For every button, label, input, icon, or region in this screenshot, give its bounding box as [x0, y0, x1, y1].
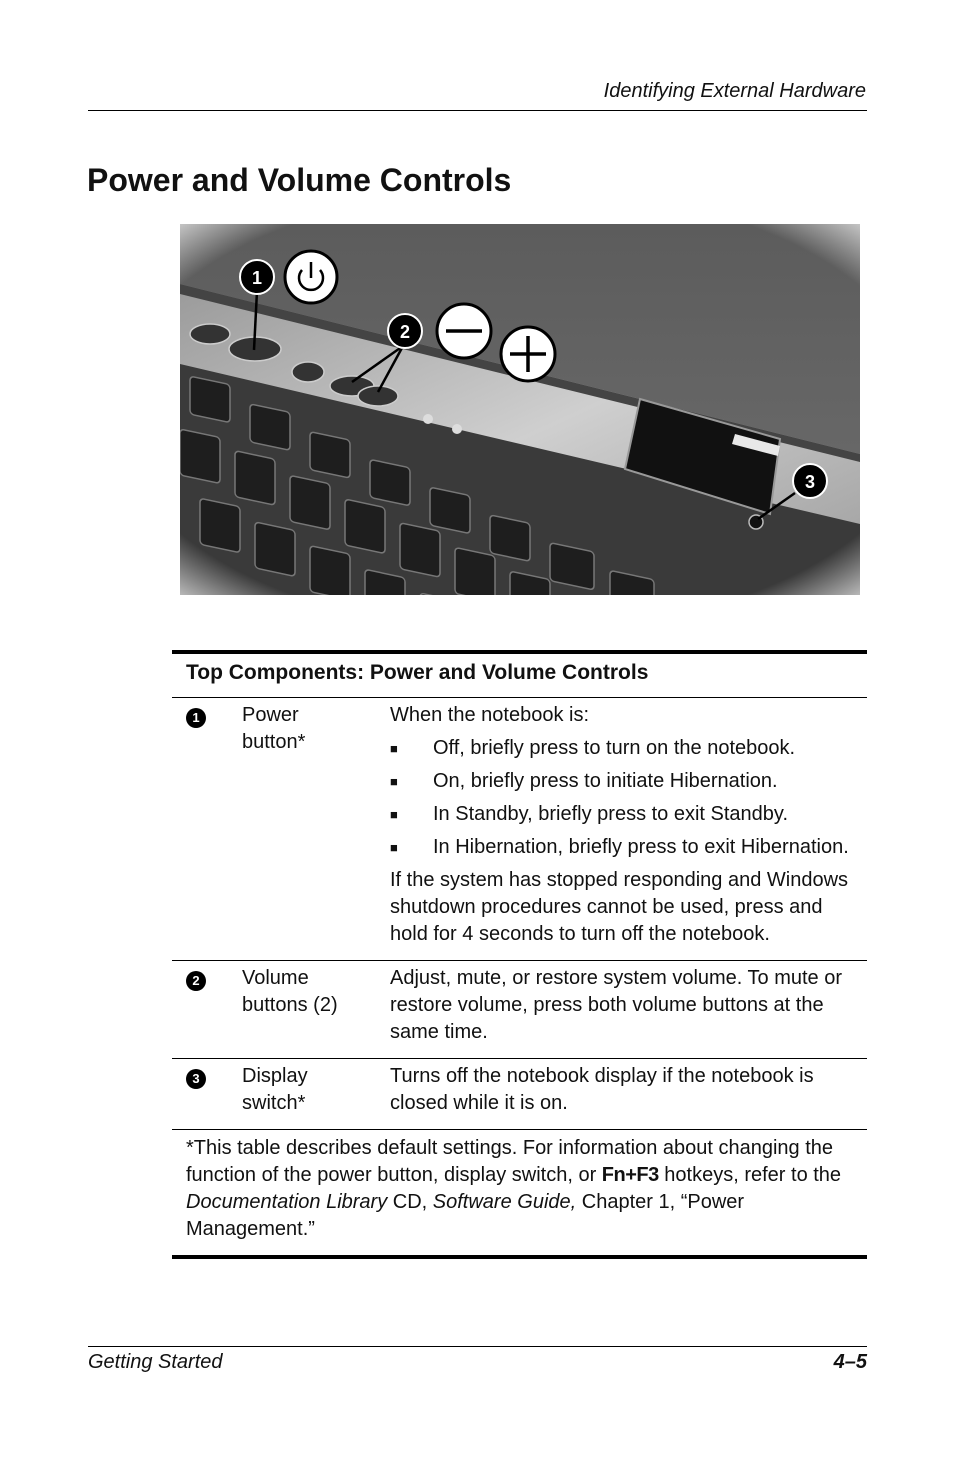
- volume-up-icon: [501, 327, 555, 381]
- hotkey-fn-f3: Fn+F3: [601, 1164, 659, 1186]
- component-name: Display: [242, 1065, 308, 1087]
- footer-rule: [88, 1346, 867, 1347]
- table-footnote: *This table describes default settings. For information about changing the function of the power button, display switch, or Fn+F3 hotkeys, refer to the Documentation Library CD, Software Guide, Chapter 1, “Power Management.”: [172, 1130, 867, 1259]
- components-table: [172, 650, 867, 1259]
- running-header: Identifying External Hardware: [603, 80, 866, 102]
- component-name: Power: [242, 704, 299, 726]
- svg-text:1: 1: [251, 268, 263, 288]
- page-number: 4–5: [833, 1351, 867, 1373]
- callout-number-1: 1: [186, 708, 206, 728]
- description: Adjust, mute, or restore system volume. To mute or restore volume, press both volume buttons at the same time.: [390, 967, 843, 1043]
- keyboard-photo: [180, 224, 860, 595]
- callout-2: [388, 314, 422, 348]
- footer-book-title: Getting Started: [88, 1351, 223, 1373]
- table-row: 2 Volume buttons (2) Adjust, mute, or restore system volume. To mute or restore volume, press both volume buttons at the same time.: [172, 961, 867, 1059]
- list-item: ■ In Hibernation, briefly press to exit Hibernation.: [390, 836, 849, 858]
- table-row: 1 Power button* When the notebook is: ■ Off, briefly press to turn on the notebook. ■ On, briefly press to initiate Hibernation. ■ In Standby, briefly press to exit Standby. ■ In Hibernation, briefly press to exit Hibernation. If the system has stopped responding and Windows shutdown procedures cannot be used, press and hold for 4 seconds to turn off the notebook.: [172, 698, 867, 961]
- list-item: ■ On, briefly press to initiate Hibernation.: [390, 770, 778, 792]
- table-heading: Top Components: Power and Volume Controls: [172, 654, 867, 698]
- callout-number-3: 3: [186, 1069, 206, 1089]
- component-name: Volume: [242, 967, 309, 989]
- callout-number-2: 2: [186, 971, 206, 991]
- page-title: Power and Volume Controls: [87, 162, 512, 198]
- callout-3: [793, 464, 827, 498]
- description-note: If the system has stopped responding and Windows shutdown procedures cannot be used, press and hold for 4 seconds to turn off the notebook.: [390, 869, 849, 945]
- power-icon: [285, 251, 337, 303]
- list-item: ■ In Standby, briefly press to exit Standby.: [390, 803, 788, 825]
- svg-text:3: 3: [804, 472, 816, 492]
- volume-down-icon: [437, 304, 491, 358]
- callout-1: [240, 260, 274, 294]
- list-item: ■ Off, briefly press to turn on the notebook.: [390, 737, 796, 759]
- header-rule: [88, 110, 867, 111]
- table-row: 3 Display switch* Turns off the notebook display if the notebook is closed while it is on.: [172, 1059, 867, 1130]
- svg-text:2: 2: [399, 322, 411, 342]
- description: Turns off the notebook display if the notebook is closed while it is on.: [390, 1065, 814, 1114]
- description-intro: When the notebook is:: [390, 704, 590, 726]
